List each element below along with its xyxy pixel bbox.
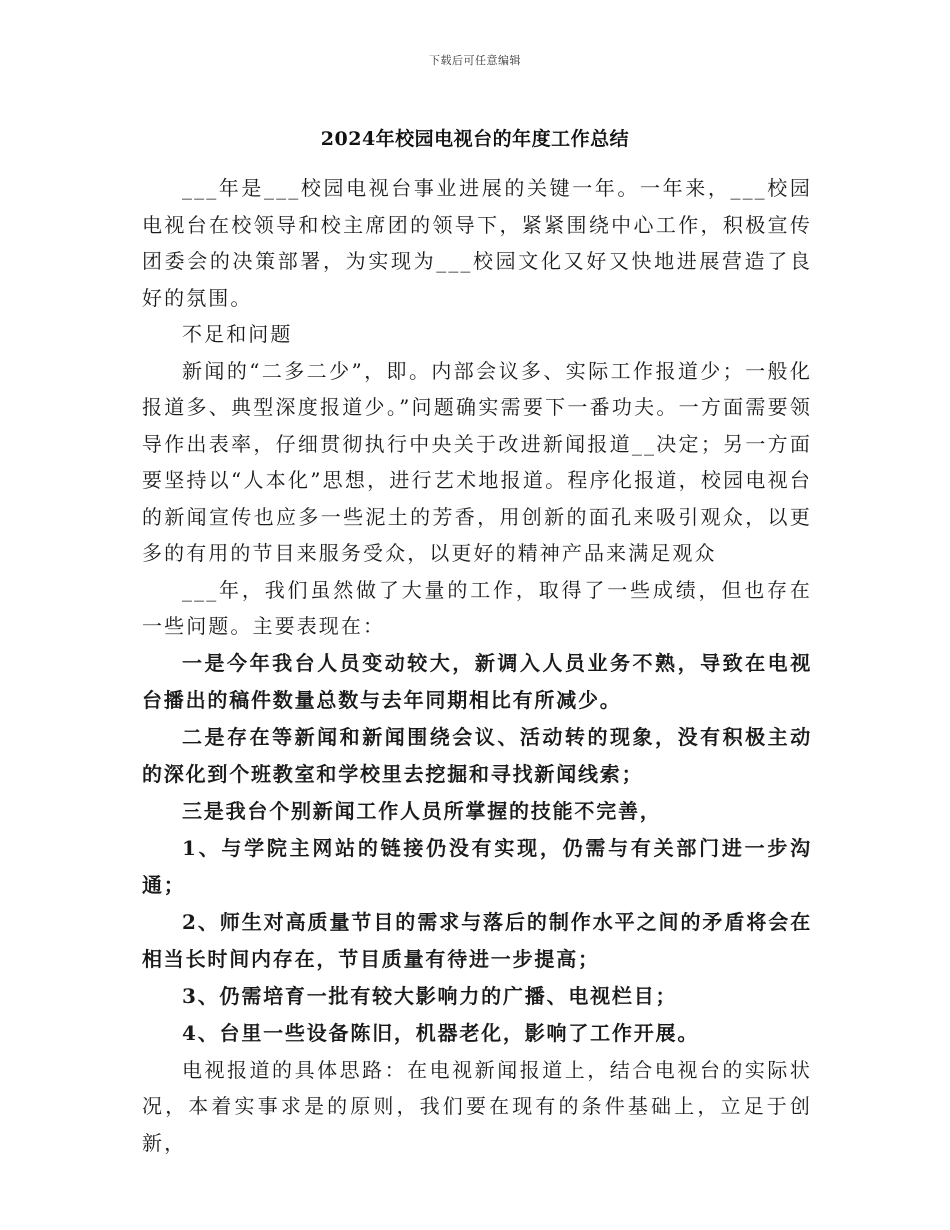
page-header-note: 下载后可任意编辑: [429, 54, 521, 67]
list-item-4: 4、台里一些设备陈旧，机器老化，影响了工作开展。: [182, 1020, 700, 1045]
paragraph-reporting-approach: 电视报道的具体思路：在电视新闻报道上，结合电视台的实际状况，本着实事求是的原则，我们要在现有的条件基础上，立足于创新，: [142, 1057, 812, 1155]
paragraph-problem-three: 三是我台个别新闻工作人员所掌握的技能不完善，: [182, 798, 662, 823]
paragraph-problems-intro: ___年，我们虽然做了大量的工作，取得了一些成绩，但也存在一些问题。主要表现在：: [142, 577, 812, 638]
paragraph-intro: ___年是___校园电视台事业进展的关键一年。一年来，___校园电视台在校领导和校主席团的领导下，紧紧围绕中心工作，积极宣传团委会的决策部署，为实现为___校园文化又好又快地进展营造了良好的氛围。: [142, 176, 812, 310]
list-item-3: 3、仍需培育一批有较大影响力的广播、电视栏目；: [182, 983, 678, 1008]
paragraph-problem-one: 一是今年我台人员变动较大，新调入人员业务不熟，导致在电视台播出的稿件数量总数与去年同期相比有所减少。: [142, 650, 812, 712]
list-item-1: 1、与学院主网站的链接仍没有实现，仍需与有关部门进一步沟通；: [142, 835, 812, 897]
list-item-2: 2、师生对高质量节目的需求与落后的制作水平之间的矛盾将会在相当长时间内存在，节目质量有待进一步提高；: [142, 909, 812, 971]
section-heading-shortcomings: 不足和问题: [182, 322, 293, 346]
paragraph-news-issues: 新闻的“二多二少”，即。内部会议多、实际工作报道少；一般化报道多、典型深度报道少。”问题确实需要下一番功夫。一方面需要领导作出表率，仔细贯彻执行中央关于改进新闻报道__决定；另一方面要坚持以“人本化”思想，进行艺术地报道。程序化报道，校园电视台的新闻宣传也应多一些泥土的芳香，用创新的面孔来吸引观众，以更多的有用的节目来服务受众，以更好的精神产品来满足观众: [142, 358, 812, 565]
paragraph-problem-two: 二是存在等新闻和新闻围绕会议、活动转的现象，没有积极主动的深化到个班教室和学校里去挖掘和寻找新闻线索；: [142, 724, 812, 786]
document-title: 2024年校园电视台的年度工作总结: [320, 128, 630, 150]
document-body: [142, 170, 812, 1161]
